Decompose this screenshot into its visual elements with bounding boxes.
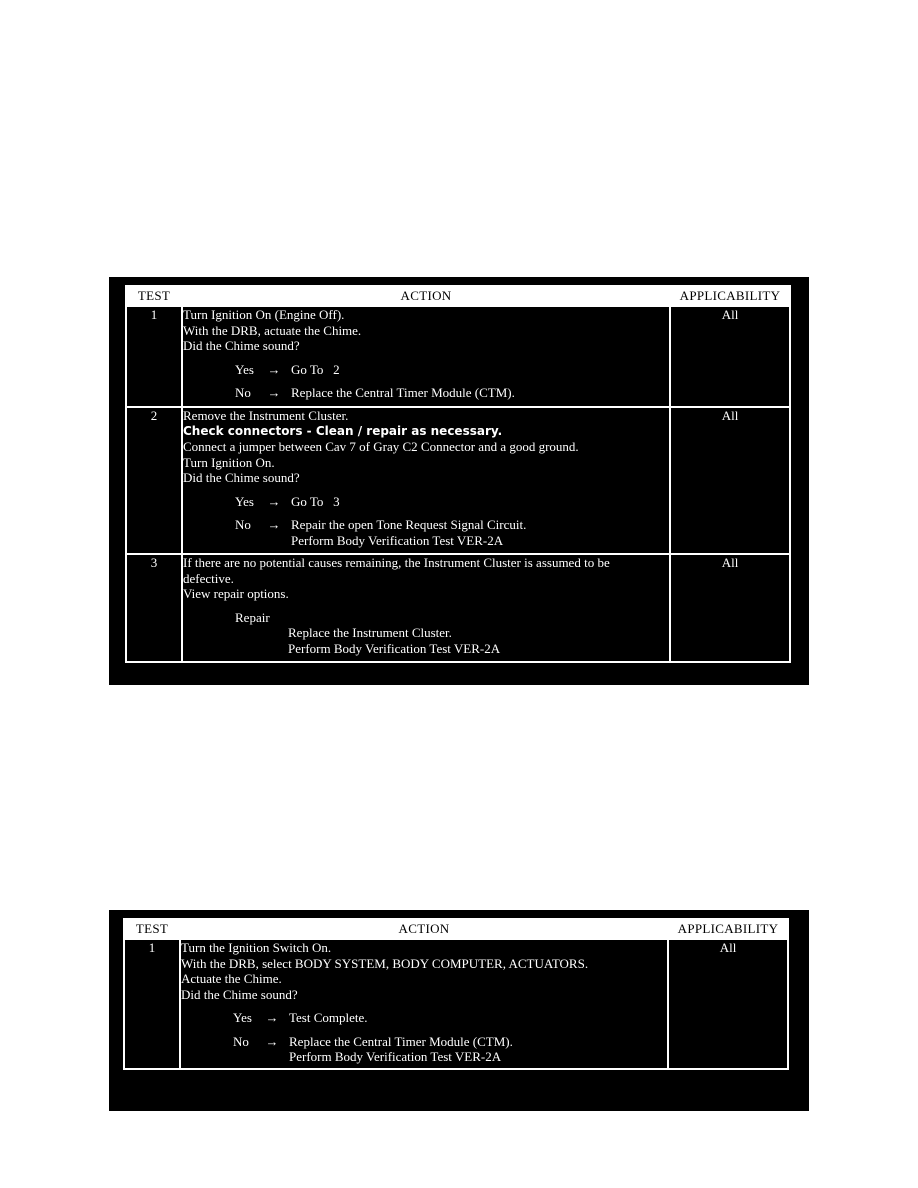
diagnostic-panel-1 [109,277,809,685]
applicability-value: All [670,306,790,407]
no-response: No → Repair the open Tone Request Signal Circuit. [235,517,527,532]
yes-response: Yes → Go To 2 [235,361,340,377]
diagnostic-table-1 [125,285,791,663]
action-line: Remove the Instrument Cluster. [183,408,349,423]
header-test: TEST [124,919,180,939]
header-applicability: APPLICABILITY [670,286,790,306]
arrow-right-icon: → [267,361,281,377]
yes-response: Yes → Go To 3 [235,493,340,509]
action-line: Turn Ignition On. [183,454,275,470]
no-response-detail: Perform Body Verification Test VER-2A [291,532,504,548]
table-row [126,554,790,662]
action-line: If there are no potential causes remaining, the Instrument Cluster is assumed to be [183,555,610,570]
arrow-right-icon: → [267,385,281,400]
applicability-value: All [670,407,790,554]
header-test: TEST [126,286,182,306]
arrow-right-icon: → [267,517,281,532]
action-line: Turn the Ignition Switch On. [181,940,332,955]
test-number: 1 [124,939,180,1069]
test-number: 2 [126,407,182,554]
action-cell [182,554,670,662]
applicability-value: All [670,554,790,662]
no-response: No → Replace the Central Timer Module (CTM). [235,385,515,400]
no-response-detail: Perform Body Verification Test VER-2A [289,1049,502,1064]
test-number: 1 [126,306,182,407]
header-applicability: APPLICABILITY [668,919,788,939]
action-line: With the DRB, select BODY SYSTEM, BODY COMPUTER, ACTUATORS. [181,955,589,971]
action-cell [180,939,668,1069]
action-line: Actuate the Chime. [181,971,282,986]
action-line: defective. [183,570,234,586]
action-line: Did the Chime sound? [183,338,300,353]
repair-line: Perform Body Verification Test VER-2A [288,640,501,656]
arrow-right-icon: → [265,1010,279,1025]
action-line: Turn Ignition On (Engine Off). [183,307,345,322]
arrow-right-icon: → [267,493,281,509]
action-line-bold: Check connectors - Clean / repair as necessary. [183,423,503,438]
table-header-row [124,919,788,939]
repair-label: Repair [235,609,270,625]
table-header-row [126,286,790,306]
applicability-value: All [668,939,788,1069]
action-line: Connect a jumper between Cav 7 of Gray C2 Connector and a good ground. [183,439,579,454]
table-row [126,407,790,554]
action-cell [182,407,670,554]
no-response: No → Replace the Central Timer Module (CTM). [233,1033,513,1049]
header-action: ACTION [180,919,668,939]
arrow-right-icon: → [265,1033,279,1049]
repair-line: Replace the Instrument Cluster. [288,625,452,640]
diagnostic-panel-2 [109,910,809,1111]
action-cell [182,306,670,407]
action-line: With the DRB, actuate the Chime. [183,322,362,338]
test-number: 3 [126,554,182,662]
yes-response: Yes → Test Complete. [233,1010,368,1025]
table-row [124,939,788,1069]
table-row [126,306,790,407]
action-line: Did the Chime sound? [183,470,300,485]
diagnostic-table-2 [123,918,789,1070]
header-action: ACTION [182,286,670,306]
action-line: Did the Chime sound? [181,986,298,1002]
action-line: View repair options. [183,586,289,601]
